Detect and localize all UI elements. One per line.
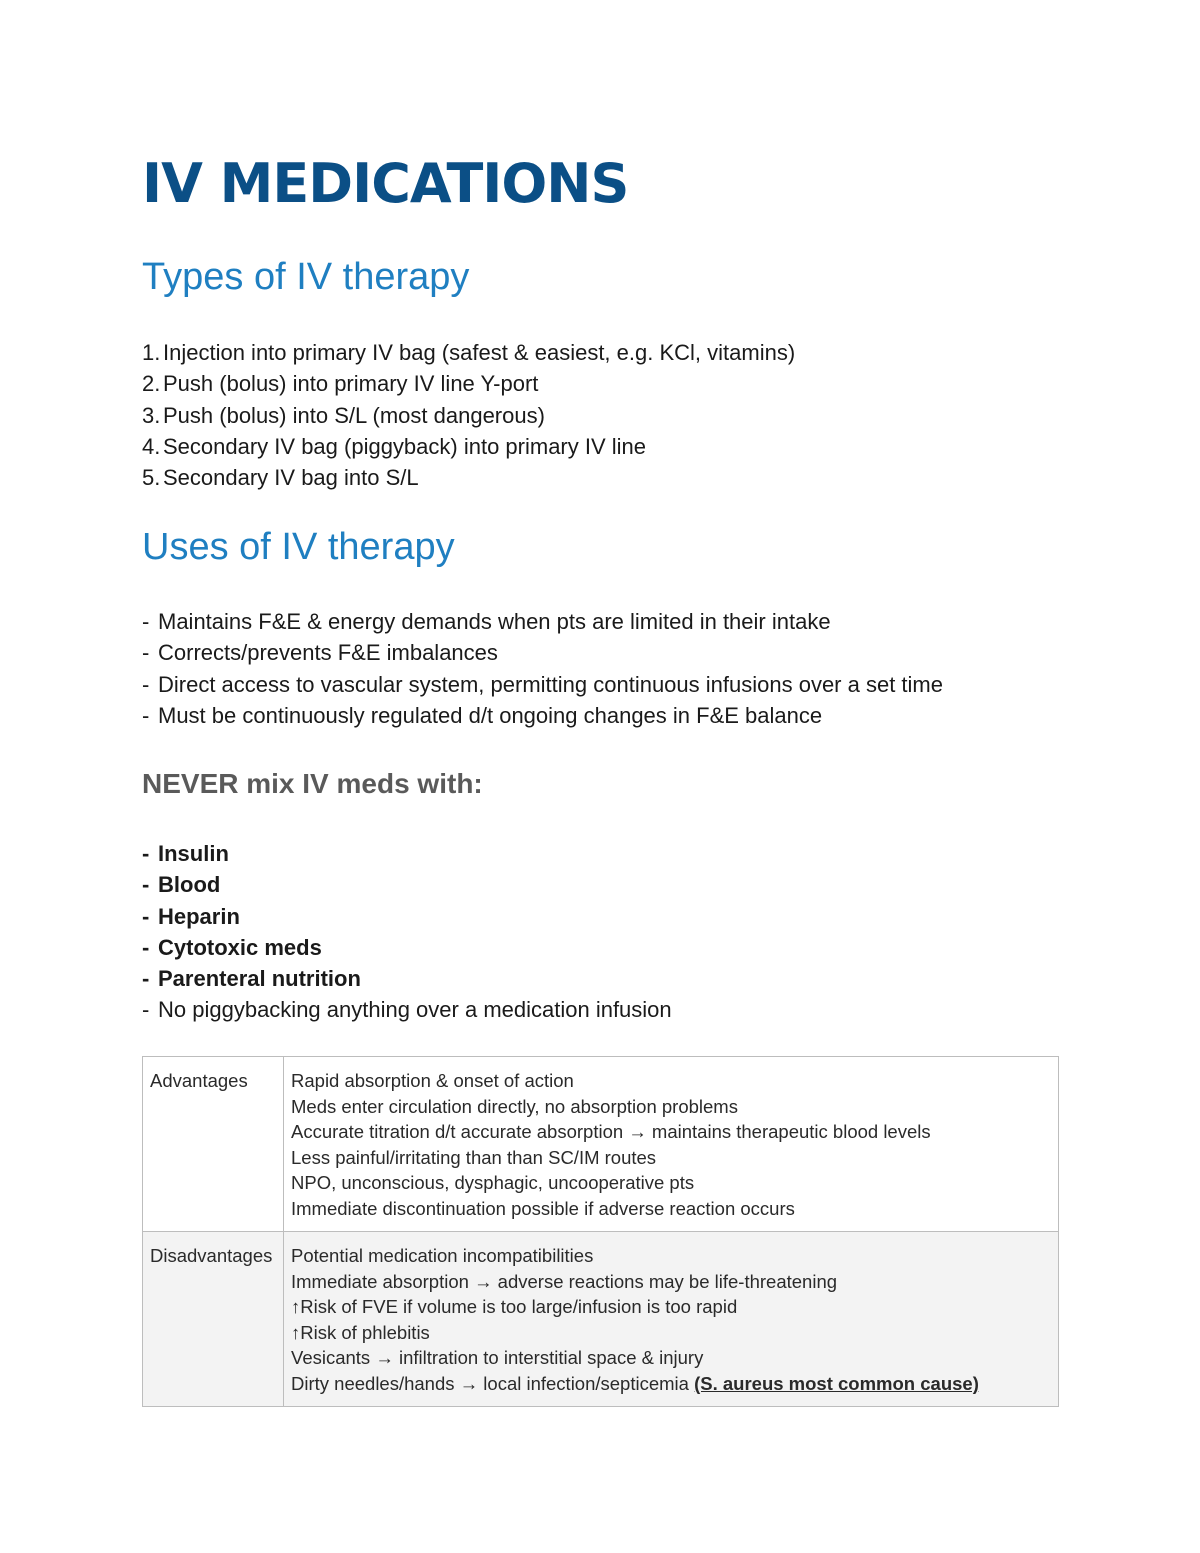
table-row (143, 1232, 1059, 1407)
list-item: 5. Secondary IV bag into S/L (142, 465, 419, 491)
disadvantages-last-line: Dirty needles/hands → local infection/septicemia (S. aureus most common cause) (291, 1372, 979, 1394)
page-title: IV MEDICATIONS (142, 152, 629, 215)
list-item: - Heparin (142, 903, 240, 929)
list-item: 3. Push (bolus) into S/L (most dangerous) (142, 402, 545, 428)
never-mix-heading: NEVER mix IV meds with: (142, 768, 483, 799)
list-item: 4. Secondary IV bag (piggyback) into primary IV line (142, 433, 647, 459)
list-item: - Corrects/prevents F&E imbalances (142, 640, 498, 666)
emphasis-note: (S. aureus most common cause) (694, 1372, 979, 1394)
list-item: - No piggybacking anything over a medication infusion (142, 997, 672, 1023)
list-item: - Direct access to vascular system, permitting continuous infusions over a set time (142, 671, 943, 697)
uses-heading: Uses of IV therapy (142, 526, 455, 568)
uses-list (142, 606, 943, 731)
list-item: - Insulin (142, 841, 229, 866)
types-heading: Types of IV therapy (142, 256, 470, 298)
advantages-table (142, 1056, 1059, 1407)
disadvantages-label: Disadvantages (143, 1232, 284, 1407)
advantages-cell: Rapid absorption & onset of action Meds enter circulation directly, no absorption problems Accurate titration d/t accurate absorption → maintains therapeutic blood levels Less painful/irritating than than SC/IM routes NPO, unconscious, dysphagic, uncooperative pts Immediate discontinuation possible if adverse reaction occurs (284, 1057, 1059, 1232)
list-item: 2. Push (bolus) into primary IV line Y-port (142, 371, 539, 397)
never-mix-list (142, 838, 672, 1026)
list-item: - Blood (142, 872, 221, 898)
list-item: 1. Injection into primary IV bag (safest & easiest, e.g. KCl, vitamins) (142, 340, 796, 365)
list-item: - Cytotoxic meds (142, 934, 322, 960)
list-item: - Must be continuously regulated d/t ongoing changes in F&E balance (142, 702, 823, 728)
table-row (143, 1057, 1059, 1232)
advantages-label: Advantages (143, 1057, 284, 1232)
disadvantages-cell: Potential medication incompatibilities Immediate absorption → adverse reactions may be life-threatening ↑Risk of FVE if volume is too large/infusion is too rapid ↑Risk of phlebitis Vesicants → infiltration to interstitial space & injury Dirty needles/hands → local infection/septicemia (S. aureus most common cause) (284, 1232, 1059, 1407)
list-item: - Parenteral nutrition (142, 966, 361, 992)
types-list (142, 337, 795, 493)
list-item: - Maintains F&E & energy demands when pts are limited in their intake (142, 609, 831, 634)
